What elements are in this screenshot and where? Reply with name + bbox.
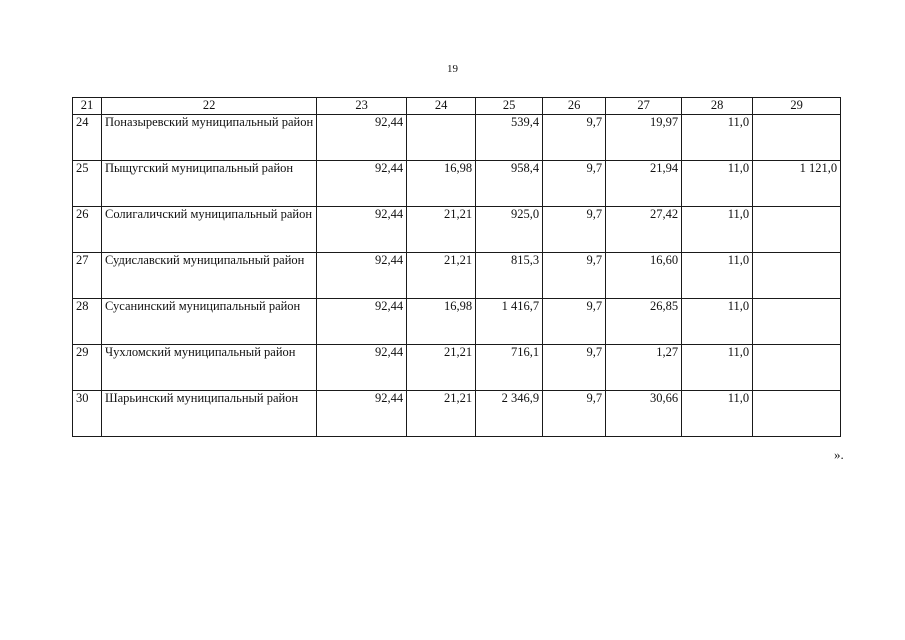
- value-cell-27: 16,60: [606, 253, 682, 299]
- data-table: [72, 97, 841, 437]
- row-number-cell: 25: [73, 161, 102, 207]
- table-row: [73, 391, 841, 437]
- value-cell-28: 11,0: [682, 345, 753, 391]
- value-cell-25: 539,4: [476, 115, 543, 161]
- value-cell-27: 26,85: [606, 299, 682, 345]
- value-cell-26: 9,7: [543, 207, 606, 253]
- value-cell-28: 11,0: [682, 161, 753, 207]
- value-cell-26: 9,7: [543, 391, 606, 437]
- value-cell-25: 815,3: [476, 253, 543, 299]
- header-cell-26: 26: [543, 98, 606, 115]
- value-cell-26: 9,7: [543, 115, 606, 161]
- value-cell-29: [753, 115, 841, 161]
- closing-quote-mark: ».: [834, 447, 844, 462]
- value-cell-27: 30,66: [606, 391, 682, 437]
- value-cell-28: 11,0: [682, 207, 753, 253]
- table-row: [73, 161, 841, 207]
- value-cell-24: [407, 115, 476, 161]
- value-cell-23: 92,44: [317, 345, 407, 391]
- header-cell-25: 25: [476, 98, 543, 115]
- value-cell-23: 92,44: [317, 207, 407, 253]
- value-cell-23: 92,44: [317, 391, 407, 437]
- value-cell-25: 1 416,7: [476, 299, 543, 345]
- value-cell-29: [753, 391, 841, 437]
- table-row: [73, 345, 841, 391]
- table-row: [73, 207, 841, 253]
- value-cell-23: 92,44: [317, 253, 407, 299]
- header-cell-27: 27: [606, 98, 682, 115]
- value-cell-28: 11,0: [682, 299, 753, 345]
- value-cell-29: 1 121,0: [753, 161, 841, 207]
- header-cell-24: 24: [407, 98, 476, 115]
- value-cell-28: 11,0: [682, 115, 753, 161]
- value-cell-28: 11,0: [682, 253, 753, 299]
- district-name-cell: Поназыревский муниципальный район: [102, 115, 317, 161]
- district-name-cell: Судиславский муниципальный район: [102, 253, 317, 299]
- value-cell-23: 92,44: [317, 115, 407, 161]
- value-cell-26: 9,7: [543, 161, 606, 207]
- value-cell-24: 16,98: [407, 299, 476, 345]
- row-number-cell: 29: [73, 345, 102, 391]
- value-cell-25: 925,0: [476, 207, 543, 253]
- value-cell-26: 9,7: [543, 253, 606, 299]
- value-cell-24: 21,21: [407, 345, 476, 391]
- header-cell-22: 22: [102, 98, 317, 115]
- header-cell-21: 21: [73, 98, 102, 115]
- value-cell-29: [753, 207, 841, 253]
- value-cell-27: 27,42: [606, 207, 682, 253]
- value-cell-29: [753, 299, 841, 345]
- district-name-cell: Солигаличский муниципальный район: [102, 207, 317, 253]
- row-number-cell: 27: [73, 253, 102, 299]
- row-number-cell: 28: [73, 299, 102, 345]
- value-cell-29: [753, 345, 841, 391]
- value-cell-24: 21,21: [407, 253, 476, 299]
- value-cell-25: 2 346,9: [476, 391, 543, 437]
- district-name-cell: Чухломский муниципальный район: [102, 345, 317, 391]
- value-cell-29: [753, 253, 841, 299]
- district-name-cell: Пыщугский муниципальный район: [102, 161, 317, 207]
- value-cell-28: 11,0: [682, 391, 753, 437]
- value-cell-25: 958,4: [476, 161, 543, 207]
- row-number-cell: 26: [73, 207, 102, 253]
- header-cell-29: 29: [753, 98, 841, 115]
- header-cell-28: 28: [682, 98, 753, 115]
- table-header-row: [73, 98, 841, 115]
- header-cell-23: 23: [317, 98, 407, 115]
- value-cell-26: 9,7: [543, 299, 606, 345]
- value-cell-27: 19,97: [606, 115, 682, 161]
- value-cell-24: 16,98: [407, 161, 476, 207]
- value-cell-24: 21,21: [407, 391, 476, 437]
- table-row: [73, 299, 841, 345]
- value-cell-26: 9,7: [543, 345, 606, 391]
- value-cell-23: 92,44: [317, 161, 407, 207]
- table-row: [73, 115, 841, 161]
- page-number: 19: [447, 63, 458, 75]
- row-number-cell: 24: [73, 115, 102, 161]
- value-cell-23: 92,44: [317, 299, 407, 345]
- value-cell-27: 21,94: [606, 161, 682, 207]
- table-row: [73, 253, 841, 299]
- district-name-cell: Сусанинский муниципальный район: [102, 299, 317, 345]
- district-name-cell: Шарьинский муниципальный район: [102, 391, 317, 437]
- value-cell-27: 1,27: [606, 345, 682, 391]
- value-cell-24: 21,21: [407, 207, 476, 253]
- row-number-cell: 30: [73, 391, 102, 437]
- value-cell-25: 716,1: [476, 345, 543, 391]
